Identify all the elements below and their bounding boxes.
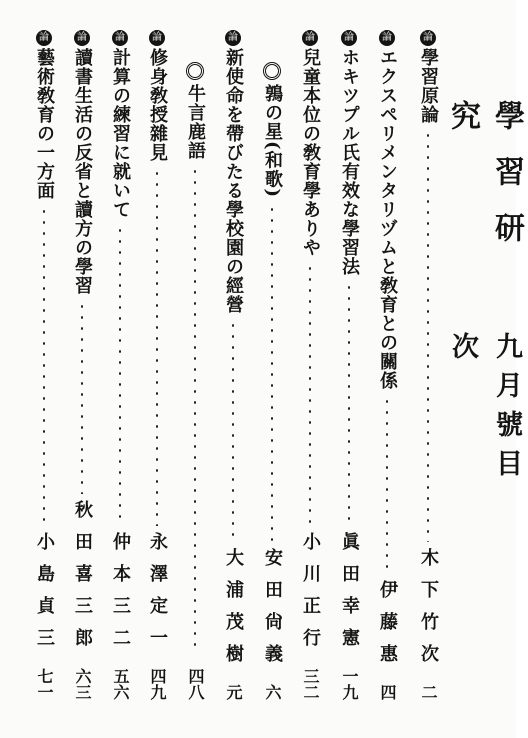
dot-leader [43, 206, 45, 526]
entry-title: エクスペリメンタリヅムと敎育との關係 [377, 48, 398, 390]
bullet-icon: 論 [379, 30, 395, 46]
entry-author: 眞田幸憲 [339, 532, 360, 660]
entry-author: 安田尙義 [262, 548, 283, 676]
bullet-icon: 論 [36, 30, 52, 46]
issue-contents-heading: 九月號目次 [447, 332, 522, 489]
toc-entry [68, 30, 96, 700]
entry-author: 大浦茂樹 [223, 548, 244, 676]
entry-title: 藝術敎育の一方面 [34, 48, 55, 200]
entry-author: 仲本三二 [110, 532, 131, 660]
dot-leader [156, 168, 158, 526]
entry-page: 六 [263, 684, 282, 700]
bullet-icon: 論 [420, 30, 436, 46]
dot-leader [194, 166, 196, 654]
entry-page: 四九 [148, 668, 167, 700]
masthead [445, 100, 524, 500]
entry-page: 七一 [35, 668, 54, 700]
double-ring-icon [186, 62, 204, 80]
entry-page: 四八 [186, 668, 205, 700]
entry-title: 學習原論 [418, 48, 439, 124]
toc-entry [414, 30, 442, 700]
dot-leader [271, 204, 273, 542]
magazine-title: 學習研究 [445, 100, 524, 268]
entry-title: 牛言鹿語 [185, 84, 206, 160]
entry-page: 一九 [340, 668, 359, 700]
toc-entry [335, 30, 363, 700]
entry-title: 計算の練習に就いて [110, 48, 131, 219]
entry-author: 永澤定一 [147, 532, 168, 660]
entry-title: 新使命を帶びたる學校園の經營 [223, 48, 244, 314]
toc-entry [181, 62, 209, 700]
entry-page: 六三 [73, 668, 92, 700]
bullet-icon: 論 [112, 30, 128, 46]
toc-entry [296, 30, 324, 700]
bullet-icon: 論 [341, 30, 357, 46]
entry-author: 木下竹次 [418, 548, 439, 676]
entry-page: 三二 [301, 668, 320, 700]
entry-author: 秋田喜三郎 [72, 500, 93, 660]
entry-author: 小川正行 [300, 532, 321, 660]
dot-leader [348, 282, 350, 526]
entry-title: 讀書生活の反省と讀方の學習 [72, 48, 93, 295]
entry-author: 伊藤惠 [377, 580, 398, 676]
entry-title: 鶉の星(和歌) [262, 84, 283, 199]
entry-title: ホキツプル氏有效な學習法 [339, 48, 360, 276]
bullet-icon: 論 [149, 30, 165, 46]
toc-entry [106, 30, 134, 700]
entry-author: 小島貞三 [34, 532, 55, 660]
toc-entry [30, 30, 58, 700]
dot-leader [427, 130, 429, 542]
toc-entry [219, 30, 247, 700]
entry-title: 修身敎授雜見 [147, 48, 168, 162]
dot-leader [232, 320, 234, 542]
entry-page: 元 [224, 684, 243, 700]
toc-entry [143, 30, 171, 700]
bullet-icon: 論 [302, 30, 318, 46]
entry-page: 二 [419, 684, 438, 700]
bullet-icon: 論 [225, 30, 241, 46]
entry-title: 兒童本位の敎育學ありや [300, 48, 321, 257]
toc-entry [258, 62, 286, 700]
bullet-icon: 論 [74, 30, 90, 46]
entry-page: 五六 [111, 668, 130, 700]
dot-leader [386, 396, 388, 574]
dot-leader [81, 301, 83, 494]
dot-leader [119, 225, 121, 526]
double-ring-icon [263, 62, 281, 80]
entry-page: 四 [378, 684, 397, 700]
dot-leader [309, 263, 311, 526]
toc-entry [373, 30, 401, 700]
